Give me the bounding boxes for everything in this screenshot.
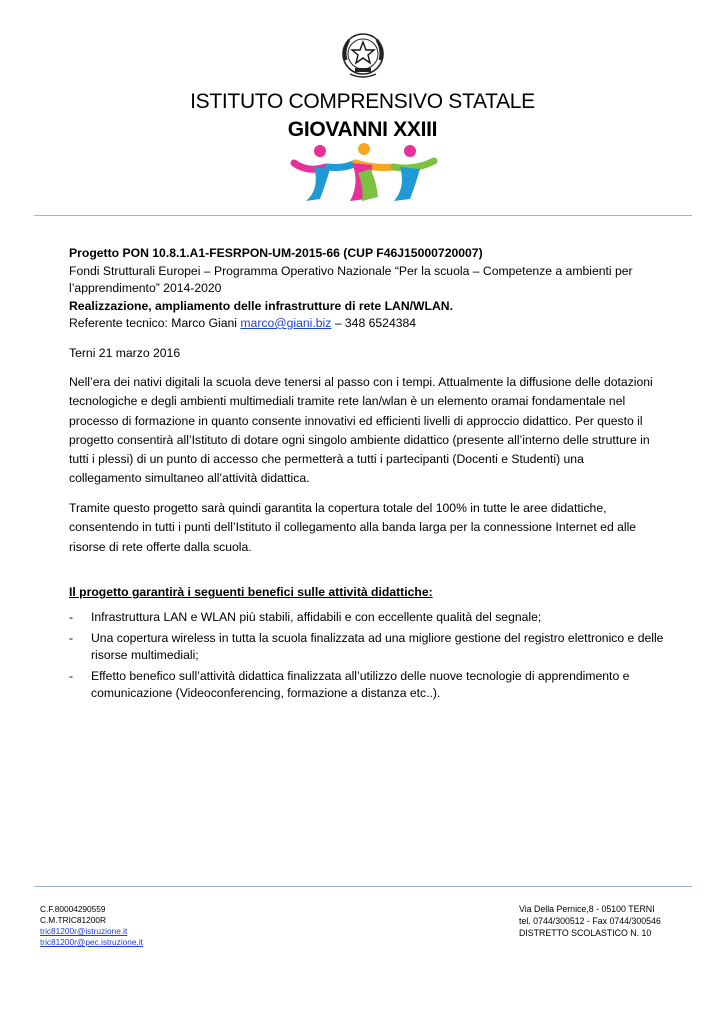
school-district: DISTRETTO SCOLASTICO N. 10 [519, 928, 652, 938]
footer-left-block [40, 904, 143, 948]
referent-phone: – 348 6524384 [331, 316, 417, 330]
school-email-link[interactable]: tric81200r@istruzione.it [40, 926, 128, 936]
project-realization: Realizzazione, ampliamento delle infrastrutture di rete LAN/WLAN. [69, 298, 453, 313]
footer-divider [34, 886, 692, 887]
header-divider [34, 215, 692, 216]
referent-email-link[interactable]: marco@giani.biz [240, 316, 332, 330]
project-referent [69, 315, 659, 333]
mechanographic-code: C.M.TRIC81200R [40, 915, 106, 925]
school-name-line2: GIOVANNI XXIII [287, 118, 438, 141]
project-funds: Fondi Strutturali Europei – Programma Operativo Nazionale “Per la scuola – Competenze a ambienti per l’apprendimento” 2014-2020 [69, 263, 633, 295]
paragraph-intro: Nell’era dei nativi digitali la scuola deve tenersi al passo con i tempi. Attualmente la diffusione delle dotazioni tecnologiche e degli ambienti multimediali tramite rete lan/wlan è un elemento oramai fondamentale nel processo di formazione in quanto consente innovativi ed efficienti livelli di approccio didattico. Per questo il progetto consentirà all’Istituto di dotare ogni singolo ambiente didattico (presente all’interno delle strutture in tutti i plessi) di un punto di accesso che permetterà a tutti i partecipanti (Docenti e Studenti) una collegamento simultaneo all’attività didattica. [69, 375, 653, 486]
bullet-dash: - [69, 610, 74, 624]
school-name-line1: ISTITUTO COMPRENSIVO STATALE [190, 90, 535, 113]
project-info-block [69, 245, 659, 333]
list-item [69, 630, 669, 665]
fiscal-code: C.F.80004290559 [40, 904, 106, 914]
footer-right-block [519, 903, 661, 939]
bullet-dash: - [69, 630, 74, 645]
list-item-text: Una copertura wireless in tutta la scuola finalizzata ad una migliore gestione del registro elettronico e delle risorse multimediali; [91, 630, 664, 662]
list-item [69, 609, 669, 627]
children-holding-hands-logo-icon [286, 143, 442, 205]
paragraph-coverage: Tramite questo progetto sarà quindi garantita la copertura totale del 100% in tutte le aree didattiche, consentendo in tutti i punti dell’Istituto il collegamento alla banda larga per la connessione Internet ed alle risorse di rete offerte dalla scuola. [69, 501, 637, 554]
school-phone-fax: tel. 0744/300512 - Fax 0744/300546 [519, 916, 661, 926]
project-title: Progetto PON 10.8.1.A1-FESRPON-UM-2015-66 (CUP F46J15000720007) [69, 246, 483, 260]
list-item-text: Infrastruttura LAN e WLAN più stabili, affidabili e con eccellente qualità del segnale; [91, 610, 542, 624]
referent-label: Referente tecnico: Marco Giani [69, 316, 241, 330]
school-pec-link[interactable]: tric81200r@pec.istruzione.it [40, 937, 143, 947]
document-date: Terni 21 marzo 2016 [69, 346, 181, 360]
list-item [69, 668, 669, 703]
list-item-text: Effetto benefico sull’attività didattica finalizzata all’utilizzo delle nuove tecnologie di apprendimento e comunicazione (Videoconferencing, formazione a distanza etc..). [91, 668, 630, 700]
benefits-heading: Il progetto garantirà i seguenti benefici sulle attività didattiche: [69, 585, 433, 599]
italian-republic-emblem-icon [340, 30, 386, 80]
school-address: Via Della Pernice,8 - 05100 TERNI [519, 904, 655, 914]
benefits-list [69, 609, 669, 706]
bullet-dash: - [69, 668, 74, 683]
